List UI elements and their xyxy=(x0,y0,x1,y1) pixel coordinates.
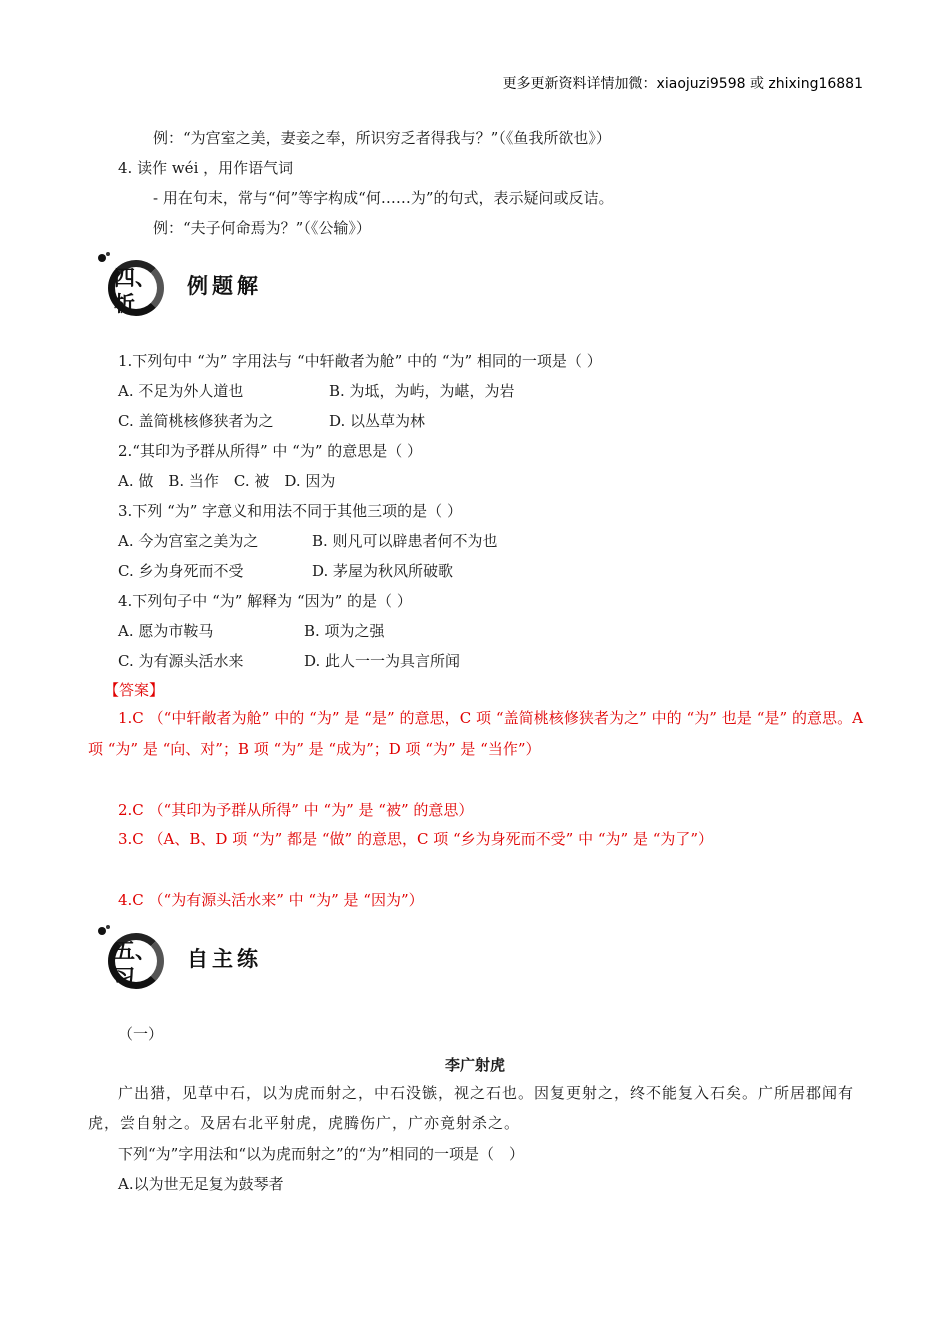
section-4-title: 例题解 xyxy=(187,274,262,298)
q4-option-d: D. 此人一一为具言所闻 xyxy=(304,652,461,670)
item-4-description: - 用在句末，常与“何”等字构成“何……为”的句式，表示疑问或反诘。 xyxy=(153,189,614,207)
practice-question: 下列“为”字用法和“以为虎而射之”的“为”相同的一项是（ ） xyxy=(118,1145,525,1163)
q4-option-b: B. 项为之强 xyxy=(304,622,385,640)
ink-splash xyxy=(98,927,106,935)
item-4-heading: 4. 读作 wéi ，用作语气词 xyxy=(118,159,294,177)
section-5-number-wrap: 习 xyxy=(114,965,135,989)
question-1: 1.下列句中 “为” 字用法与 “中轩敞者为舱” 中的 “为” 相同的一项是（ ） xyxy=(118,352,602,370)
answer-label: 【答案】 xyxy=(104,681,165,699)
answer-2: 2.C （“其印为予群从所得” 中 “为” 是 “被” 的意思） xyxy=(118,801,474,819)
answer-3: 3.C （A、B、D 项 “为” 都是 “做” 的意思，C 项 “乡为身死而不受” 中 “为” 是 “为了”） xyxy=(118,830,714,848)
question-2: 2.“其印为予群从所得” 中 “为” 的意思是（ ） xyxy=(118,442,423,460)
example-line: 例：“为宫室之美，妻妾之奉，所识穷乏者得我与？”（《鱼我所欲也》） xyxy=(153,129,611,147)
section-5-title: 自主练 xyxy=(187,947,262,971)
question-3: 3.下列 “为” 字意义和用法不同于其他三项的是（ ） xyxy=(118,502,462,520)
q1-option-d: D. 以丛草为林 xyxy=(329,412,426,430)
section-4-number-wrap: 析 xyxy=(114,292,135,316)
passage-title: 李广射虎 xyxy=(444,1056,505,1074)
ink-splash xyxy=(98,254,106,262)
section-4-badge xyxy=(96,250,176,330)
section-4-number: 四、 xyxy=(114,266,156,290)
practice-option-a: A.以为世无足复为鼓琴者 xyxy=(118,1175,284,1193)
section-5-badge xyxy=(96,923,176,1003)
q1-option-c: C. 盖简桃核修狭者为之 xyxy=(118,412,274,430)
q1-option-a: A. 不足为外人道也 xyxy=(118,382,244,400)
q1-option-b: B. 为坻，为屿，为嵁，为岩 xyxy=(329,382,515,400)
passage-text: 广出猎，见草中石，以为虎而射之，中石没镞，视之石也。因复更射之，终不能复入石矣。广所居郡闻有虎，尝自射之。及居右北平射虎，虎腾伤广，广亦竟射杀之。 xyxy=(88,1084,855,1132)
q3-option-b: B. 则凡可以辟患者何不为也 xyxy=(312,532,498,550)
q3-option-a: A. 今为宫室之美为之 xyxy=(118,532,259,550)
ink-splash xyxy=(106,252,110,256)
q4-option-c: C. 为有源头活水来 xyxy=(118,652,244,670)
ink-splash xyxy=(106,925,110,929)
part-label: （一） xyxy=(118,1025,164,1043)
q4-option-a: A. 愿为市鞍马 xyxy=(118,622,214,640)
header-contact: 更多更新资料详情加微：xiaojuzi9598 或 zhixing16881 xyxy=(502,76,863,92)
answer-4: 4.C （“为有源头活水来” 中 “为” 是 “因为”） xyxy=(118,891,424,909)
q3-option-c: C. 乡为身死而不受 xyxy=(118,562,244,580)
section-5-number: 五、 xyxy=(114,939,156,963)
question-4: 4.下列句子中 “为” 解释为 “因为” 的是（ ） xyxy=(118,592,412,610)
q2-options: A. 做 B. 当作 C. 被 D. 因为 xyxy=(118,472,336,490)
q3-option-d: D. 茅屋为秋风所破歌 xyxy=(312,562,454,580)
item-4-example: 例：“夫子何命焉为？”（《公输》） xyxy=(153,219,371,237)
answer-1: 1.C （“中轩敞者为舱” 中的 “为” 是 “是” 的意思，C 项 “盖简桃核修狭者为之” 中的 “为” 也是 “是” 的意思。A 项 “为” 是 “向、对”；B 项 “为” 是 “成为”；D 项 “为” 是 “当作”） xyxy=(88,709,863,758)
